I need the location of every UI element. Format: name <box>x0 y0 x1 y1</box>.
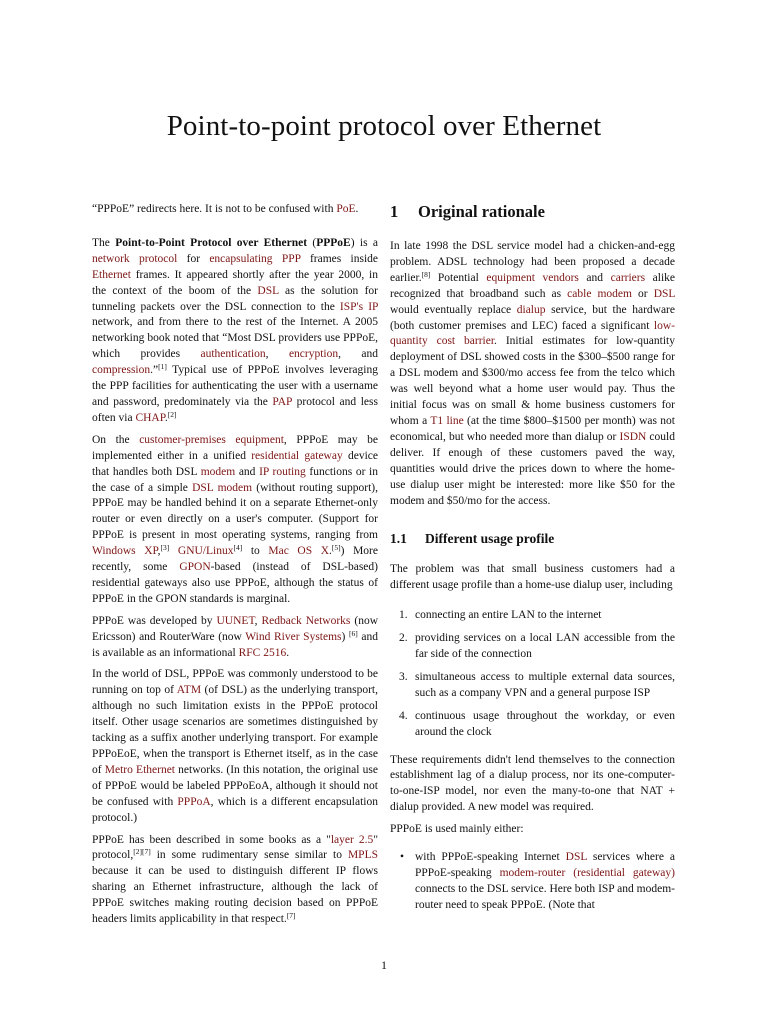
bold-term: PPPoE <box>316 236 351 249</box>
list-item <box>390 670 675 702</box>
developer-paragraph: PPPoE was developed by UUNET, Redback Networks (now Ericsson) and RouterWare (now Wind River Systems) [6] and is available as an informational RFC 2516. <box>92 614 379 659</box>
inline-link[interactable]: cable modem <box>567 287 632 300</box>
inline-link[interactable]: Ethernet <box>92 268 131 281</box>
page-title: Point-to-point protocol over Ethernet <box>166 110 602 142</box>
inline-link[interactable]: Mac OS X <box>268 545 330 558</box>
inline-link[interactable]: PAP <box>272 395 293 408</box>
section-number: 1 <box>390 202 399 221</box>
citation-ref[interactable]: [8] <box>421 269 431 279</box>
inline-link[interactable]: low-quantity cost barrier <box>390 319 675 348</box>
list-item <box>390 631 675 663</box>
section-title: Original rationale <box>418 202 545 221</box>
inline-link[interactable]: residential gateway <box>251 449 343 462</box>
inline-link[interactable]: PPP <box>281 252 301 265</box>
list-item-text: continuous usage throughout the workday, or even around the clock <box>415 709 675 738</box>
inline-link[interactable]: RFC 2516 <box>238 646 287 659</box>
inline-link[interactable]: PPPoA <box>177 795 211 808</box>
inline-link[interactable]: Redback Networks <box>261 614 351 627</box>
inline-link[interactable]: IP <box>368 300 379 313</box>
page-number: 1 <box>381 958 387 972</box>
bullet-icon: • <box>400 851 405 864</box>
subsection-number: 1.1 <box>390 531 407 547</box>
inline-link[interactable]: UUNET <box>216 614 255 627</box>
inline-link[interactable]: IP routing <box>259 465 306 478</box>
inline-link[interactable]: layer 2.5 <box>330 833 374 846</box>
inline-link[interactable]: MPLS <box>347 849 378 862</box>
citation-ref[interactable]: [4] <box>233 543 243 553</box>
usage-intro-paragraph: The problem was that small business customers had a different usage profile than a home-use dialup user, including <box>390 563 675 592</box>
dsl-world-paragraph: In the world of DSL, PPPoE was commonly understood to be running on top of ATM (of DSL) as the underlying transport, although no such limitation exists in the PPPoE protocol itself. Other usage scenarios are sometimes distinguished by tacking as a suffix another underlying transport. For example PPPoEoE, when the transport is Ethernet itself, as in the case of Metro Ethernet networks. (In this notation, the original use of PPPoE would be labeled PPPoEoA, although it should not be confused with PPPoA, which is a different encapsulation protocol.) <box>92 668 378 824</box>
inline-link[interactable]: compression <box>92 364 151 377</box>
citation-ref[interactable]: [1] <box>158 362 167 372</box>
inline-link[interactable]: CHAP <box>135 411 165 424</box>
section-heading-original-rationale <box>390 202 675 222</box>
inline-link[interactable]: GPON <box>179 561 211 574</box>
subsection-heading-usage-profile <box>390 530 675 548</box>
citation-ref[interactable]: [2][7] <box>133 847 151 857</box>
inline-link[interactable]: Windows XP <box>92 545 158 558</box>
inline-link[interactable]: T1 line <box>430 414 464 427</box>
right-column <box>390 202 675 914</box>
inline-link[interactable]: customer-premises equipment <box>139 433 284 446</box>
left-column <box>92 202 378 934</box>
list-item <box>390 709 675 741</box>
inline-link[interactable]: ISP's <box>339 300 364 313</box>
cpe-paragraph: On the customer-premises equipment, PPPoE may be implemented either in a unified residential gateway device that handles both DSL modem and IP routing functions or in the case of a simple DSL modem (without routing support), PPPoE may be handled behind it on a separate Ethernet-only router or even directly on a user's computer. (Support for PPPoE is present in most operating systems, ranging from Windows XP,[3] GNU/Linux[4] to Mac OS X.[5]) More recently, some GPON-based (instead of DSL-based) residential gateways also use PPPoE, although the status of PPPoE in the GPON standards is marginal. <box>92 433 379 605</box>
inline-link[interactable]: PoE <box>336 203 356 215</box>
rationale-paragraph: In late 1998 the DSL service model had a chicken-and-egg problem. ADSL technology had been proposed a decade earlier.[8] Potential equipment vendors and carriers alike recognized that broadband such as cable modem or DSL would eventually replace dialup service, but the hardware (both customer premises and LEC) faced a significant low-quantity cost barrier. Initial estimates for low-quantity deployment of DSL showed costs in the $300–$500 range for a DSL modem and $300/mo access fee from the telco which was well beyond what a home user would pay. Thus the initial focus was on small & home business customers for whom a T1 line (at the time $800–$1500 per month) was not economical, but who needed more than dialup or ISDN could deliver. If enough of these customers paved the way, quantities would drive the prices down to where the home-use dialup user might be interested: more like $50 for the modem and $50/mo for the access. <box>390 240 675 507</box>
inline-link[interactable]: GNU/Linux <box>177 545 234 558</box>
subsection-title: Different usage profile <box>425 531 555 547</box>
requirements-list <box>390 608 675 740</box>
usage-bullet-list <box>390 850 675 914</box>
redirect-note: “PPPoE” redirects here. It is not to be confused with PoE. <box>92 203 359 215</box>
inline-link[interactable]: ATM <box>176 684 202 697</box>
citation-ref[interactable]: [5] <box>331 543 341 553</box>
inline-link[interactable]: ISDN <box>619 430 647 443</box>
list-item-number: 3. <box>399 670 408 683</box>
list-item <box>390 608 675 624</box>
list-item-text: simultaneous access to multiple external data sources, such as a company VPN and a general purpose ISP <box>415 670 675 699</box>
inline-link[interactable]: modem-router (residential gateway) <box>499 867 675 879</box>
inline-link[interactable]: modem <box>200 465 236 478</box>
requirements-paragraph: These requirements didn't lend themselves to the connection establishment lag of a dialup process, nor its one-computer-to-one-ISP model, nor even the many-to-one that NAT + dialup provided. A new model was required. <box>390 753 675 814</box>
inline-link[interactable]: DSL modem <box>192 481 253 494</box>
inline-link[interactable]: Wind River Systems <box>245 630 342 643</box>
inline-link[interactable]: equipment vendors <box>486 271 579 284</box>
inline-link[interactable]: authentication <box>200 348 266 361</box>
citation-ref[interactable]: [6] <box>349 628 358 638</box>
list-item-text: connecting an entire LAN to the internet <box>415 609 602 622</box>
bullet-text: with PPPoE-speaking Internet DSL services where a PPPoE-speaking modem-router (residential gateway) connects to the DSL service. Here both ISP and modem-router need to speak PPPoE. (Note that <box>415 851 675 911</box>
citation-ref[interactable]: [2] <box>167 409 177 419</box>
list-item <box>390 850 675 914</box>
inline-link[interactable]: dialup <box>516 303 546 316</box>
layer-paragraph: PPPoE has been described in some books as a "layer 2.5" protocol,[2][7] in some rudimentary sense similar to MPLS because it can be used to distinguish different IP flows sharing an Ethernet infrastructure, although the lack of PPPoE switches making routing decision based on PPPoE headers limits applicability in that respect.[7] <box>92 833 379 926</box>
inline-link[interactable]: carriers <box>610 271 646 284</box>
inline-link[interactable]: Metro Ethernet <box>104 763 175 776</box>
citation-ref[interactable]: [3] <box>160 543 170 553</box>
inline-link[interactable]: encapsulating <box>209 252 273 265</box>
inline-link[interactable]: DSL <box>653 287 675 300</box>
inline-link[interactable]: DSL <box>257 284 279 297</box>
list-item-number: 1. <box>399 609 408 622</box>
inline-link[interactable]: network protocol <box>92 252 178 265</box>
citation-ref[interactable]: [7] <box>286 911 296 921</box>
list-item-number: 4. <box>399 709 408 722</box>
inline-link[interactable]: DSL <box>565 851 587 864</box>
inline-link[interactable]: encryption <box>288 348 339 361</box>
list-item-text: providing services on a local LAN accessible from the far side of the connection <box>415 632 675 661</box>
intro-paragraph: The Point-to-Point Protocol over Ethernet (PPPoE) is a network protocol for encapsulating PPP frames inside Ethernet frames. It appeared shortly after the year 2000, in the context of the boom of the DSL as the solution for tunneling packets over the DSL connection to the ISP's IP network, and from there to the rest of the Internet. A 2005 networking book noted that “Most DSL providers use PPPoE, which provides authentication, encryption, and compression.”[1] Typical use of PPPoE involves leveraging the PPP facilities for authenticating the user with a username and password, predominately via the PAP protocol and less often via CHAP.[2] <box>92 236 379 424</box>
bold-term: Point-to-Point Protocol over Ethernet <box>115 236 308 249</box>
used-mainly-paragraph: PPPoE is used mainly either: <box>390 823 524 836</box>
list-item-number: 2. <box>399 632 408 645</box>
